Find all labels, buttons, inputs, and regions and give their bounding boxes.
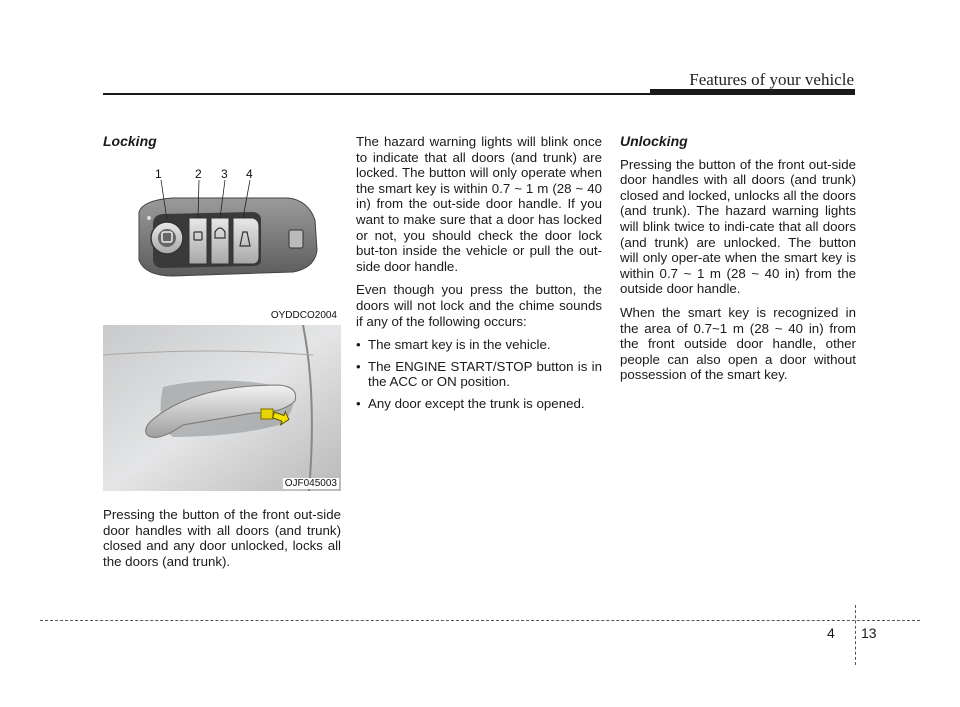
panic-button-4-icon: [233, 218, 259, 264]
column-middle: [356, 134, 602, 418]
no-lock-paragraph: Even though you press the button, the doors will not lock and the chime sounds if any of the following occurs:: [356, 282, 602, 329]
unlocking-paragraph: Pressing the button of the front out-side door handles with all doors (and trunk) closed and locked, unlocks all the doors (and trunk). The hazard warning lights will blink twice to indi-cate that all doors (and trunk) are unlocked. The button will only oper-ate when the smart key is within 0.7 ~ 1 m (28 ~ 40 in) from the outside door handle.: [620, 156, 856, 297]
header-rule: [103, 93, 855, 95]
column-right: [620, 134, 856, 391]
callout-3: 3: [221, 167, 228, 181]
page-chapter: 4: [827, 625, 835, 641]
locking-heading: Locking: [103, 133, 157, 149]
locking-paragraph: Pressing the button of the front out-side door handles with all doors (and trunk) closed and any door unlocked, locks all the doors (and trunk).: [103, 507, 341, 569]
figure-code-2: OJF045003: [284, 478, 337, 489]
column-left: [103, 134, 341, 157]
recognition-paragraph: When the smart key is recognized in the area of 0.7~1 m (28 ~ 40 in) from the front outside door handle, other people can also open a door without possession of the smart key.: [620, 304, 856, 383]
footer-rule: [40, 620, 920, 621]
door-handle-figure: [103, 325, 341, 491]
lock-button-2-icon: [189, 218, 207, 264]
page-number: 13: [861, 625, 877, 641]
smart-key-illustration: [103, 160, 341, 323]
callout-4: 4: [246, 167, 253, 181]
no-lock-conditions-list: [356, 337, 602, 411]
footer-divider: [855, 605, 856, 665]
list-item: • The ENGINE START/STOP button is in the ACC or ON position.: [356, 359, 602, 390]
list-item: • Any door except the trunk is opened.: [356, 396, 602, 412]
smart-key-figure: [103, 160, 341, 323]
door-handle-illustration: [103, 325, 341, 491]
figure-code-1: OYDDCO2004: [270, 310, 337, 321]
trunk-button-3-icon: [211, 218, 229, 264]
callout-1: 1: [155, 167, 162, 181]
callout-2: 2: [195, 167, 202, 181]
unlocking-heading: Unlocking: [620, 133, 688, 149]
hazard-paragraph: The hazard warning lights will blink once to indicate that all doors (and trunk) are locked. The button will only operate when the smart key is within 0.7 ~ 1 m (28 ~ 40 in) from the out-side door handle. If you want to make sure that a door has locked or not, you should check the door lock but-ton inside the vehicle or pull the out-side door handle.: [356, 134, 602, 274]
header-title: Features of your vehicle: [689, 70, 854, 89]
column-left-lower: [103, 507, 341, 577]
list-item: • The smart key is in the vehicle.: [356, 337, 602, 353]
